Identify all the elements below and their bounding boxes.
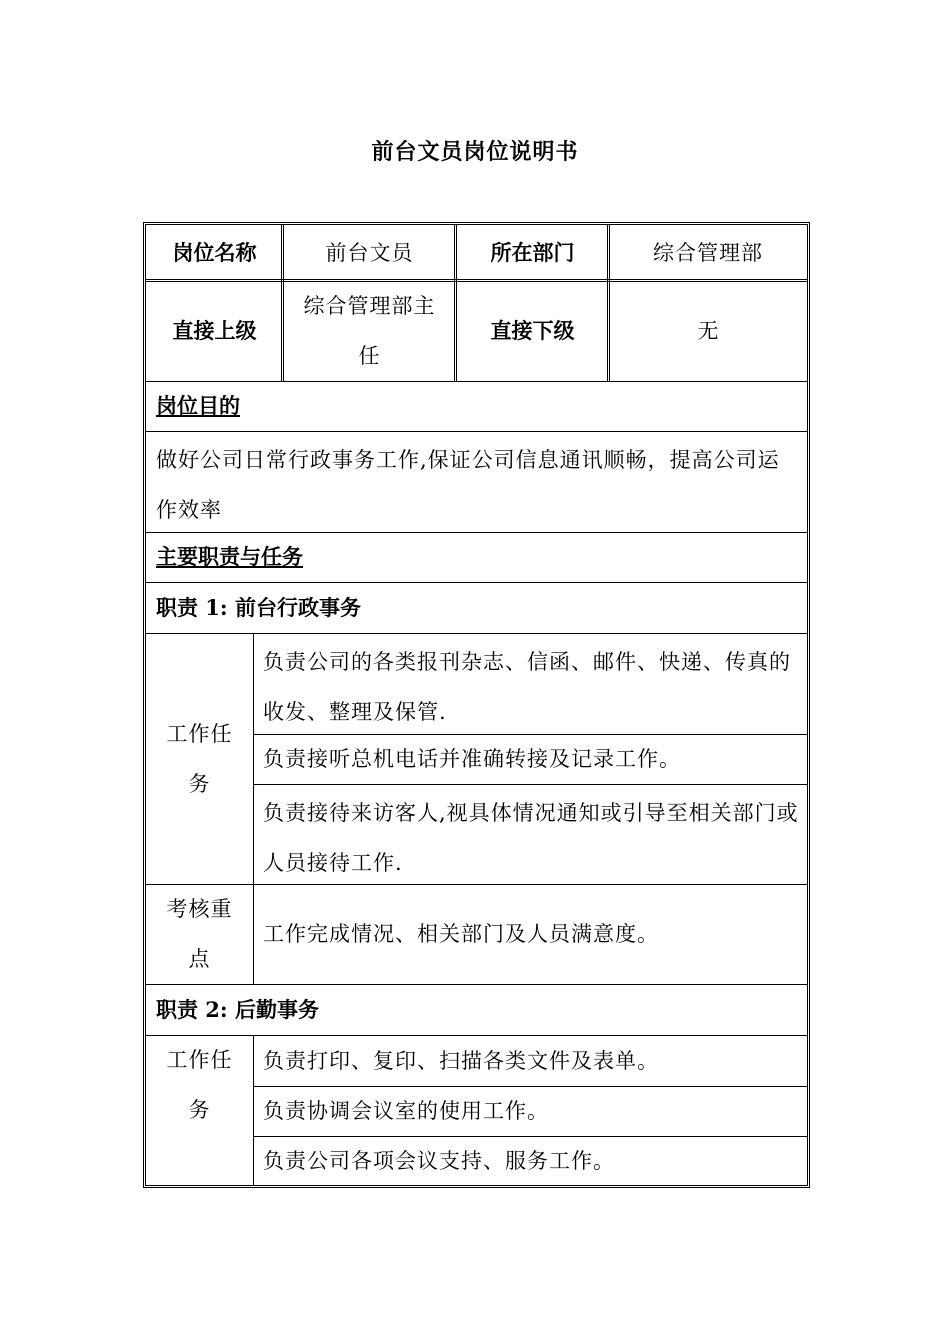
table-rule xyxy=(253,633,254,984)
department-value: 综合管理部 xyxy=(653,241,763,265)
duty1-task-2: 负责接听总机电话并准确转接及记录工作。 xyxy=(263,747,681,771)
table-rule xyxy=(146,279,807,282)
position-name-value: 前台文员 xyxy=(325,241,414,265)
duties-heading: 主要职责与任务 xyxy=(156,544,303,569)
direct-superior-label: 直接上级 xyxy=(172,318,257,343)
table-rule xyxy=(253,1035,254,1188)
duty1-tasks-label: 工作任务 xyxy=(166,721,233,796)
duty1-assessment-label: 考核重点 xyxy=(166,897,233,971)
duty2-tasks-label: 工作任务 xyxy=(166,1048,233,1122)
department-label: 所在部门 xyxy=(490,240,575,265)
purpose-text: 做好公司日常行政事务工作,保证公司信息通讯顺畅，提高公司运作效率 xyxy=(156,448,780,522)
table-rule xyxy=(253,734,807,735)
duty2-task-2: 负责协调会议室的使用工作。 xyxy=(263,1099,549,1123)
table-rule xyxy=(146,1035,807,1036)
table-rule xyxy=(454,225,457,381)
table-rule xyxy=(146,984,807,985)
table-rule xyxy=(253,1136,807,1137)
purpose-heading: 岗位目的 xyxy=(156,393,240,418)
duty1-assessment-text: 工作完成情况、相关部门及人员满意度。 xyxy=(263,922,659,946)
table-rule xyxy=(146,633,807,634)
direct-superior-value: 综合管理部主任 xyxy=(303,294,436,368)
table-rule xyxy=(146,431,807,432)
duty1-task-1: 负责公司的各类报刊杂志、信函、邮件、快递、传真的收发、整理及保管. xyxy=(263,650,791,724)
duty2-task-1: 负责打印、复印、扫描各类文件及表单。 xyxy=(263,1048,659,1073)
table-rule xyxy=(146,532,807,533)
table-rule xyxy=(253,784,807,785)
job-description-table xyxy=(143,222,810,1188)
direct-subordinate-value: 无 xyxy=(697,319,719,343)
table-rule xyxy=(281,225,284,381)
table-rule xyxy=(146,884,807,885)
duty2-task-3: 负责公司各项会议支持、服务工作。 xyxy=(263,1149,615,1173)
duty2-title: 职责 2: 后勤事务 xyxy=(156,996,319,1022)
table-rule xyxy=(253,1086,807,1087)
position-name-label: 岗位名称 xyxy=(172,240,257,265)
table-rule xyxy=(146,582,807,583)
duty1-task-3: 负责接待来访客人,视具体情况通知或引导至相关部门或人员接待工作. xyxy=(263,801,799,875)
direct-subordinate-label: 直接下级 xyxy=(490,318,575,343)
table-rule xyxy=(607,225,610,381)
document-title: 前台文员岗位说明书 xyxy=(371,139,579,165)
table-rule xyxy=(146,381,807,382)
duty1-title: 职责 1: 前台行政事务 xyxy=(156,594,361,620)
